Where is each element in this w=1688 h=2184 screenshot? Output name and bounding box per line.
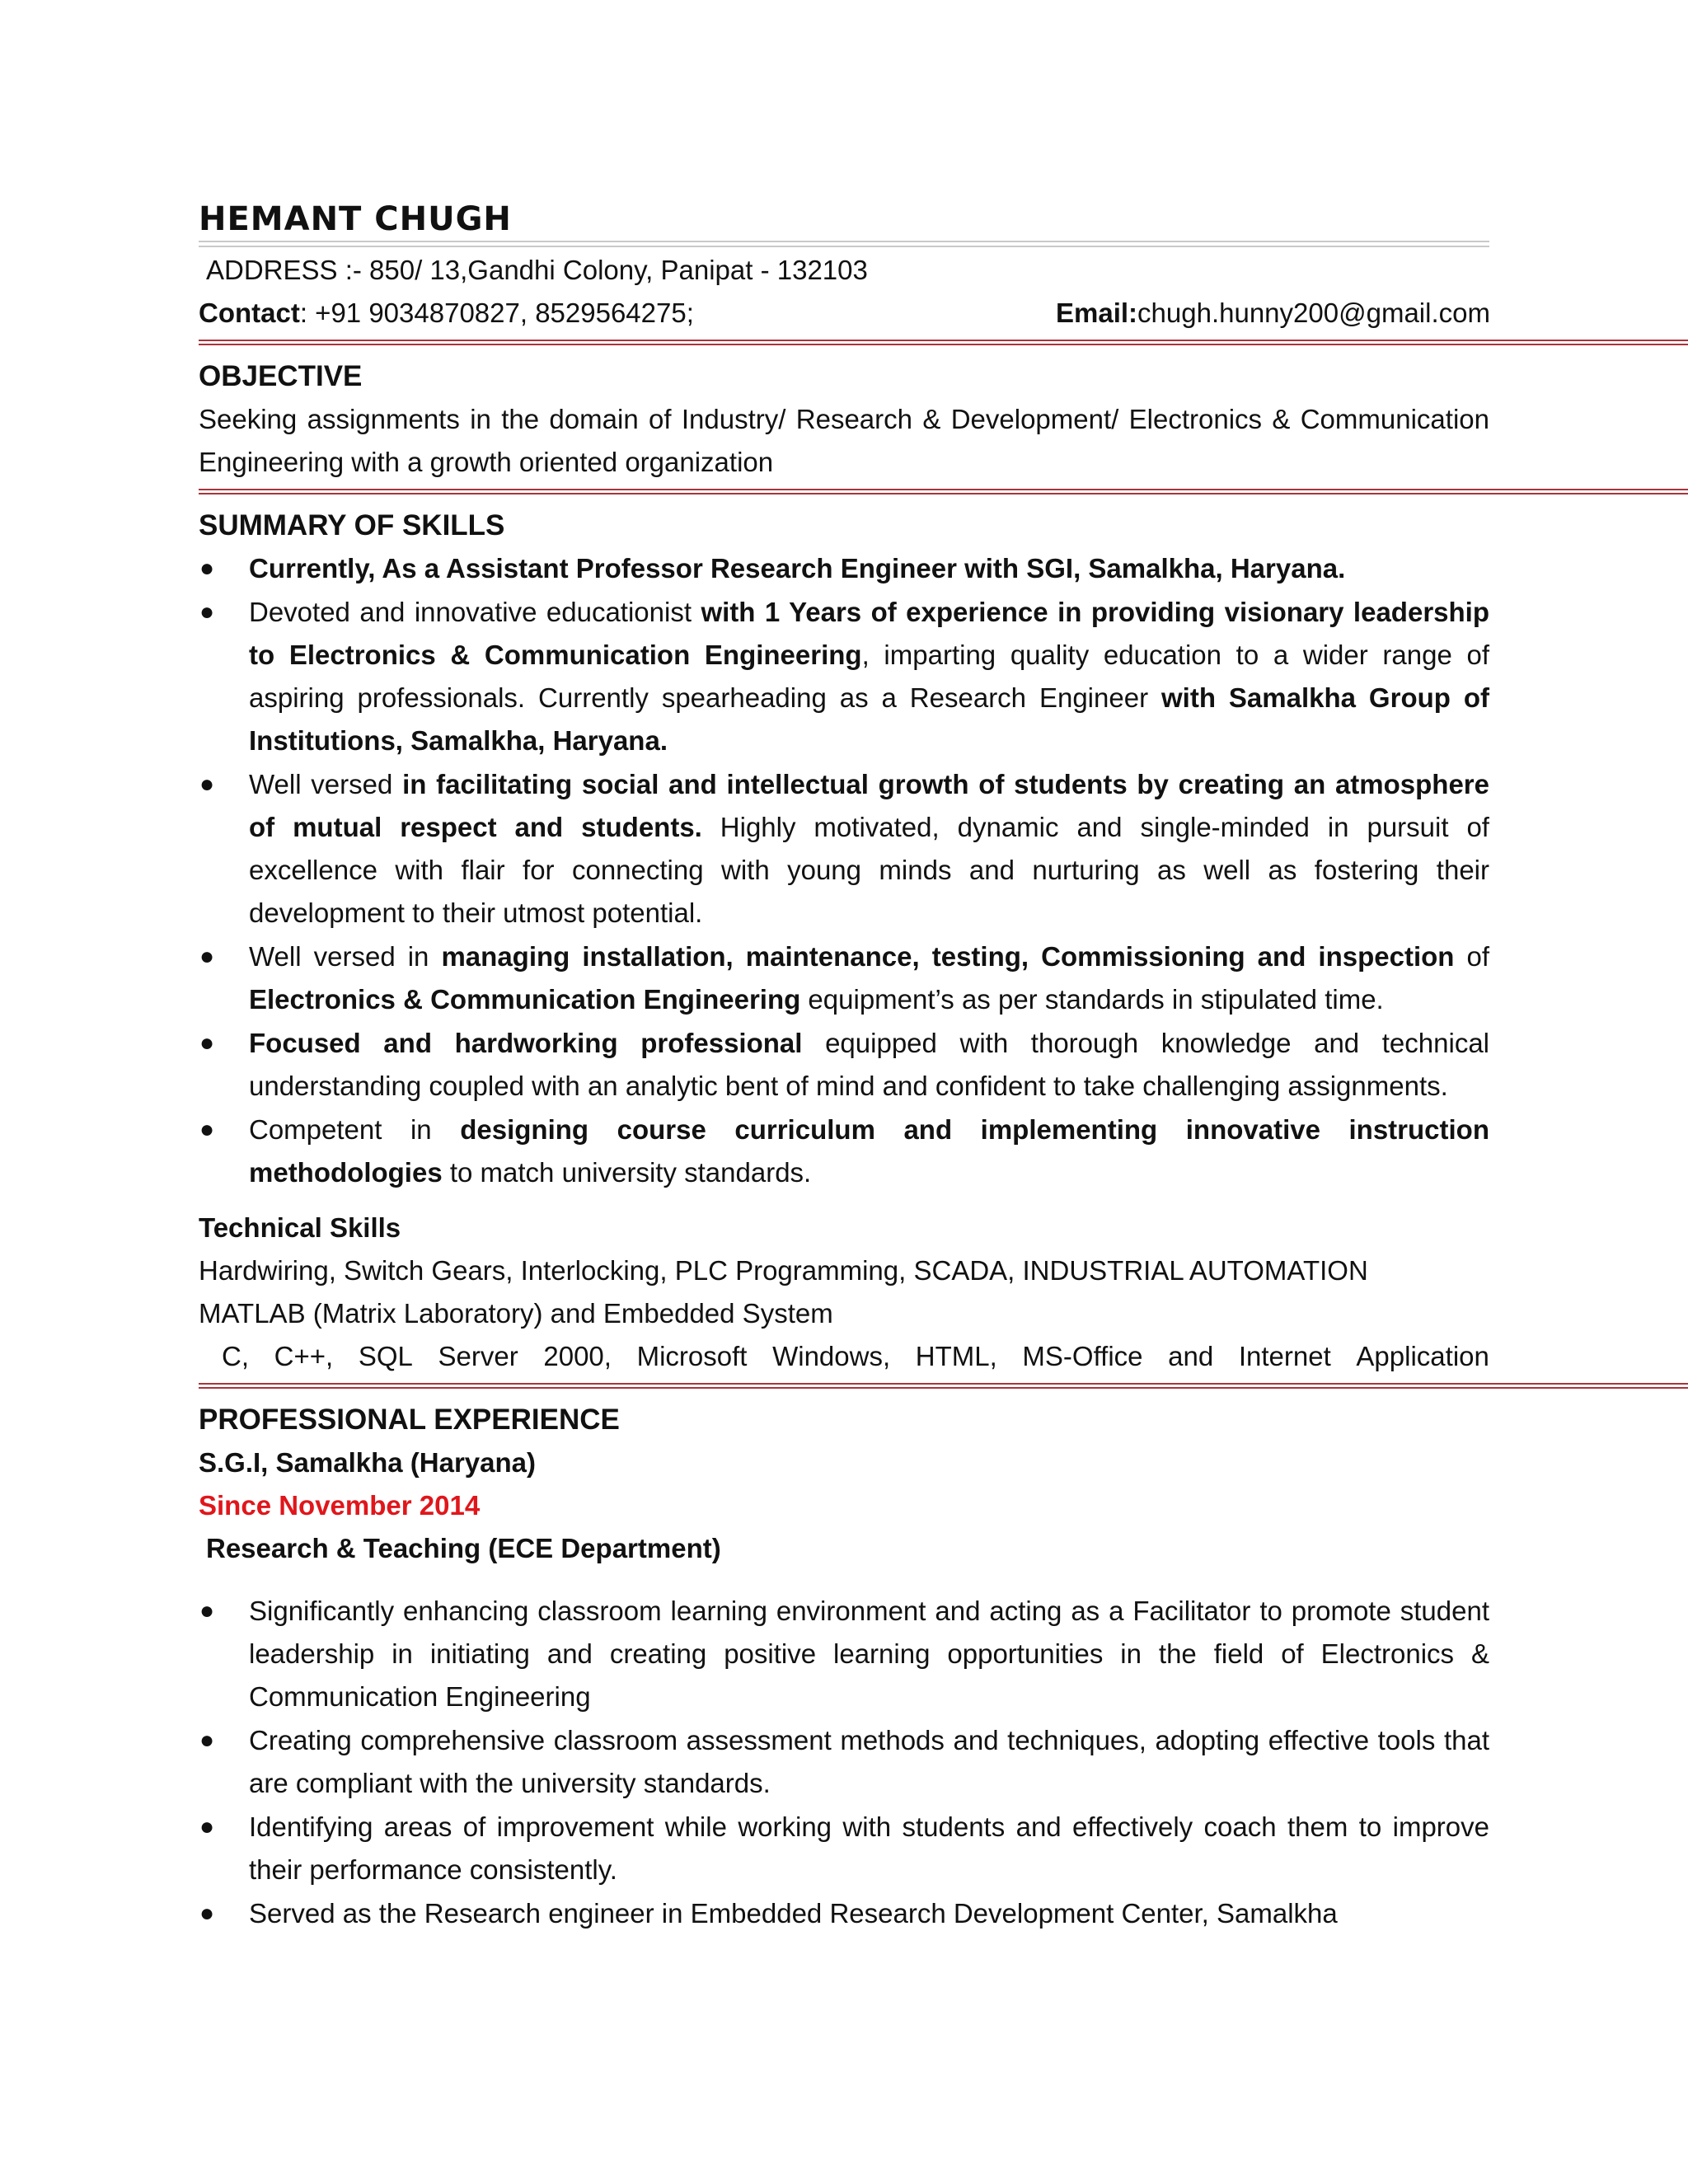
technical-skill-word: MS-Office	[1022, 1341, 1143, 1371]
technical-skills-title: Technical Skills	[199, 1212, 401, 1243]
technical-skill-word: HTML,	[915, 1341, 997, 1371]
technical-skill-word: SQL	[358, 1341, 413, 1371]
technical-skill-word: Application	[1356, 1341, 1489, 1371]
section-divider	[199, 1383, 1688, 1389]
bullet-icon: ●	[199, 943, 215, 970]
technical-skills-line-1: Hardwiring, Switch Gears, Interlocking, PLC Programming, SCADA, INDUSTRIAL AUTOMATION	[199, 1255, 1368, 1286]
technical-skill-word: Server	[438, 1341, 518, 1371]
skill-text-bold: Currently, As a Assistant Professor Research Engineer with SGI, Samalkha, Haryana.	[249, 553, 1346, 583]
section-divider	[199, 489, 1688, 494]
email-block	[1056, 292, 1490, 335]
resume-content	[199, 196, 1489, 1936]
technical-skill-word: Windows,	[772, 1341, 891, 1371]
technical-skill-word: C,	[222, 1341, 249, 1371]
objective-title: OBJECTIVE	[199, 360, 363, 392]
bullet-icon: ●	[199, 598, 215, 626]
experience-item	[199, 1806, 1489, 1891]
skill-text-bold: Focused and hardworking professional	[249, 1028, 803, 1058]
skill-text: Well versed in	[249, 941, 442, 972]
skill-text-bold: with 1 Years of experience in providing visionary leadership to Electronics & Communication Engineering	[249, 597, 1489, 670]
contact-line	[199, 292, 1489, 335]
skill-text-bold: designing course curriculum and implementing innovative instruction methodologies	[249, 1114, 1489, 1188]
objective-text: Seeking assignments in the domain of Industry/ Research & Development/ Electronics & Communication Engineering with a growth oriented organization	[199, 404, 1489, 477]
skill-item	[199, 591, 1489, 762]
section-divider	[199, 340, 1688, 345]
skill-item	[199, 935, 1489, 1021]
experience-item	[199, 1892, 1489, 1935]
bullet-icon: ●	[199, 1029, 215, 1057]
skill-text: Highly motivated, dynamic and single-minded in pursuit of excellence with flair for connecting with young minds and nurturing as well as fostering their development to their utmost potential.	[249, 812, 1489, 928]
address-line: ADDRESS :- 850/ 13,Gandhi Colony, Panipat - 132103	[206, 255, 868, 285]
experience-text: Significantly enhancing classroom learning environment and acting as a Facilitator to promote student leadership in initiating and creating positive learning opportunities in the field of Electronics & Communication Engineering	[249, 1596, 1489, 1712]
email-value[interactable]: chugh.hunny200@gmail.com	[1137, 298, 1490, 328]
technical-skill-word: 2000,	[543, 1341, 612, 1371]
technical-skill-word: C++,	[274, 1341, 334, 1371]
experience-title: PROFESSIONAL EXPERIENCE	[199, 1404, 620, 1436]
experience-text: Served as the Research engineer in Embedded Research Development Center, Samalkha	[249, 1898, 1338, 1929]
skill-text: Competent in	[249, 1114, 461, 1145]
employment-since: Since November 2014	[199, 1490, 481, 1521]
skill-text: equipped with thorough knowledge and technical understanding coupled with an analytic bent of mind and confident to take challenging assignments.	[249, 1028, 1490, 1101]
bullet-icon: ●	[199, 1116, 215, 1143]
bullet-icon: ●	[199, 771, 215, 798]
skill-item	[199, 547, 1489, 590]
skill-text-bold: Electronics & Communication Engineering	[249, 984, 801, 1015]
email-label: Email:	[1056, 298, 1138, 328]
skill-text-bold: in facilitating social and intellectual growth of students by creating an atmosphere of mutual respect and students.	[249, 769, 1490, 842]
skills-title: SUMMARY OF SKILLS	[199, 509, 505, 541]
skill-text: Well versed	[249, 769, 403, 799]
experience-list	[199, 1590, 1489, 1935]
technical-skill-word: and	[1168, 1341, 1214, 1371]
contact-label: Contact	[199, 298, 300, 328]
company-name: S.G.I, Samalkha (Haryana)	[199, 1447, 537, 1478]
skill-text: of	[1454, 941, 1489, 972]
bullet-icon: ●	[199, 1597, 215, 1624]
skill-item	[199, 1108, 1489, 1194]
skill-text: , imparting quality education to a wider range of aspiring professionals. Currently spearheading as a Research Engineer	[249, 640, 1489, 713]
bullet-icon: ●	[199, 1900, 215, 1927]
skill-text: equipment’s as per standards in stipulated time.	[800, 984, 1384, 1015]
contact-value: : +91 9034870827, 8529564275;	[299, 298, 694, 328]
skill-item	[199, 763, 1489, 935]
technical-skills-line-3	[199, 1335, 1489, 1378]
name-divider	[199, 241, 1489, 247]
bullet-icon: ●	[199, 1727, 215, 1754]
experience-item	[199, 1590, 1489, 1718]
experience-text: Creating comprehensive classroom assessment methods and techniques, adopting effective tools that are compliant with the university standards.	[249, 1725, 1489, 1798]
technical-skill-word: Internet	[1238, 1341, 1331, 1371]
skills-list	[199, 547, 1489, 1194]
experience-item	[199, 1719, 1489, 1805]
candidate-name: HEMANT CHUGH	[199, 200, 512, 238]
skill-text: to match university standards.	[442, 1157, 812, 1188]
bullet-icon: ●	[199, 555, 215, 582]
skill-text: Devoted and innovative educationist	[249, 597, 701, 627]
skill-text-bold: managing installation, maintenance, testing, Commissioning and inspection	[441, 941, 1455, 972]
role-title: Research & Teaching (ECE Department)	[206, 1533, 721, 1563]
technical-skill-word: Microsoft	[636, 1341, 748, 1371]
bullet-icon: ●	[199, 1813, 215, 1840]
experience-text: Identifying areas of improvement while working with students and effectively coach them to improve their performance consistently.	[249, 1811, 1489, 1885]
skill-text-bold: with Samalkha Group of Institutions, Samalkha, Haryana.	[249, 682, 1489, 756]
skill-item	[199, 1022, 1489, 1108]
technical-skills-line-2: MATLAB (Matrix Laboratory) and Embedded System	[199, 1298, 833, 1329]
